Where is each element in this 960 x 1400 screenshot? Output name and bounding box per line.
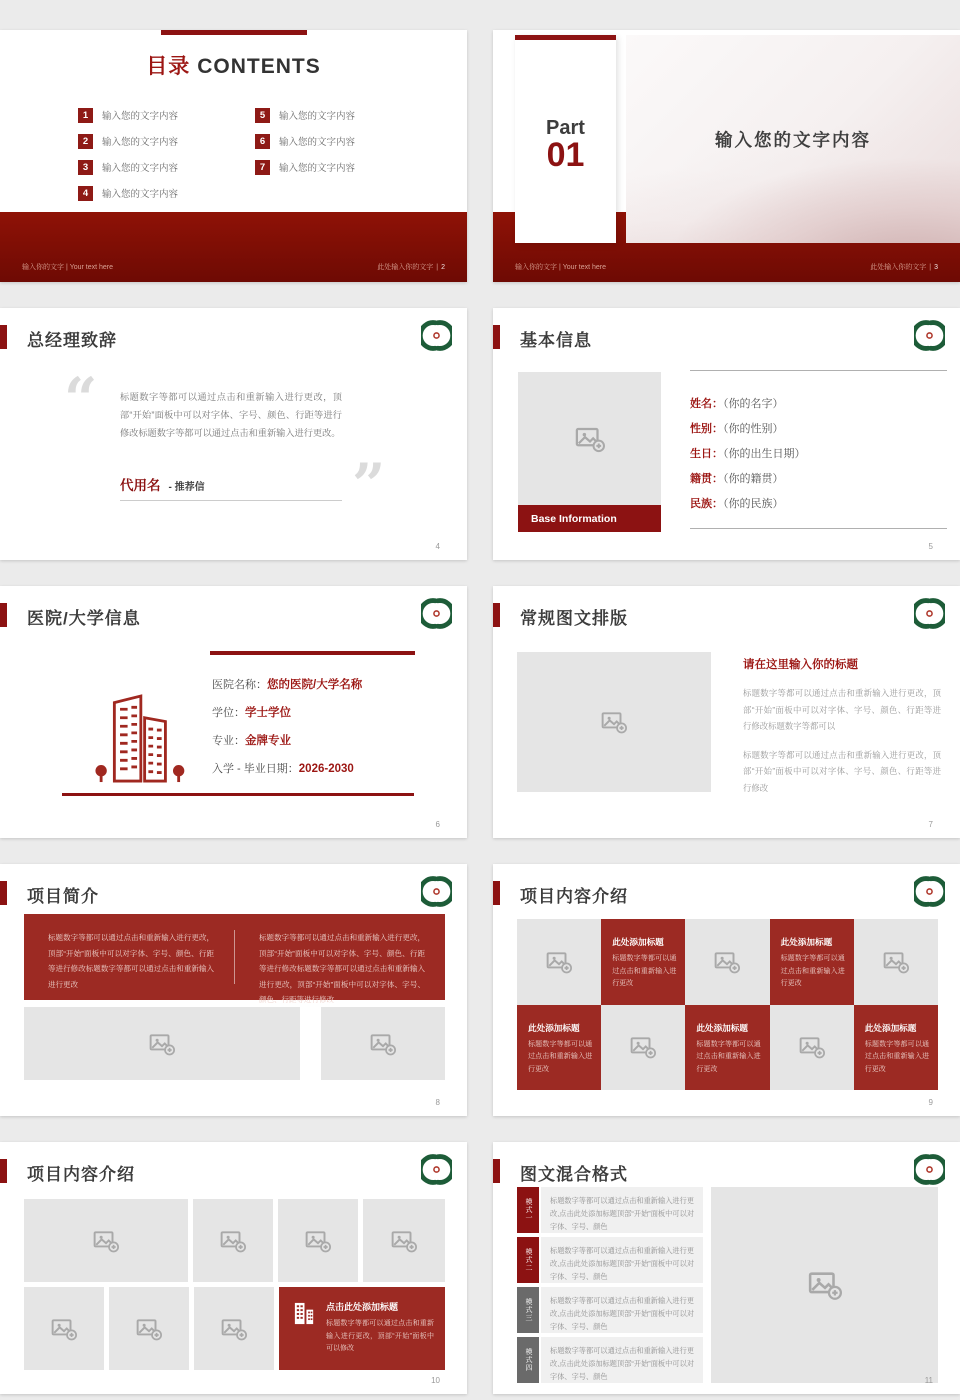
- part-number-panel: [515, 35, 616, 243]
- toc-item[interactable]: [78, 180, 178, 206]
- slide-number: 8: [435, 1098, 440, 1107]
- buildings-icon: [292, 1300, 317, 1327]
- slide-ceo-speech: [0, 308, 467, 560]
- image-placeholder[interactable]: [770, 1005, 854, 1091]
- slide-title: 项目内容介绍: [520, 887, 628, 906]
- slide-hospital-info: [0, 586, 467, 838]
- detail-row[interactable]: 专业：金牌专业: [212, 735, 291, 747]
- slide-title: 基本信息: [520, 331, 592, 350]
- slide-toc: [0, 30, 467, 282]
- image-placeholder[interactable]: [194, 1287, 274, 1370]
- toc-item-number: 3: [78, 160, 93, 175]
- image-placeholder-icon: [601, 709, 627, 735]
- text-cell[interactable]: 此处添加标题 标题数字等都可以通过点击和重新输入进行更改: [854, 1005, 938, 1091]
- toc-item-number: 6: [255, 134, 270, 149]
- toc-item-number: 2: [78, 134, 93, 149]
- hospital-logo-icon: [914, 1154, 945, 1185]
- text-cell[interactable]: 此处添加标题 标题数字等都可以通过点击和重新输入进行更改: [517, 1005, 601, 1091]
- slide-text-image-layout: [493, 586, 960, 838]
- hospital-logo-icon: [914, 598, 945, 629]
- image-placeholder-icon: [883, 949, 909, 975]
- image-placeholder[interactable]: [685, 919, 769, 1005]
- toc-item[interactable]: [255, 154, 355, 180]
- slide-number: 11: [924, 1376, 933, 1385]
- toc-title-en: CONTENTS: [197, 55, 321, 78]
- text-column-left[interactable]: 标题数字等都可以通过点击和重新输入进行更改，顶部“开始”面板中可以对字体、字号、颜色、行距等进行修改标题数字等都可以通过点击和重新输入进行更改: [48, 933, 214, 989]
- image-placeholder[interactable]: [517, 919, 601, 1005]
- toc-item[interactable]: [255, 128, 355, 154]
- block-body: 标题数字等都可以通过点击和重新输入进行更改，顶部“开始”面板中可以修改: [326, 1320, 434, 1352]
- detail-row[interactable]: 医院名称：您的医院/大学名称: [212, 679, 363, 691]
- slide-title: 项目简介: [27, 887, 99, 906]
- panel-accent-bar: [515, 35, 616, 40]
- image-placeholder-icon: [546, 949, 572, 975]
- image-placeholder-icon: [136, 1316, 162, 1342]
- slide-base-info: [493, 308, 960, 560]
- image-placeholder[interactable]: [711, 1187, 938, 1383]
- image-placeholder-icon: [220, 1228, 246, 1254]
- info-field[interactable]: 生日：（你的出生日期）: [690, 448, 806, 460]
- part-number: 01: [546, 136, 585, 174]
- slide-title: 图文混合格式: [520, 1165, 628, 1184]
- info-field[interactable]: 籍贯：（你的籍贯）: [690, 473, 784, 485]
- author-role: - 推荐信: [168, 482, 205, 493]
- slide-number: 3: [934, 264, 938, 271]
- section-title: 输入您的文字内容: [715, 129, 871, 150]
- slide-title: 医院/大学信息: [27, 609, 141, 628]
- photo-placeholder[interactable]: [518, 372, 661, 505]
- hospital-logo-icon: [914, 876, 945, 907]
- toc-column-left: [78, 102, 178, 206]
- detail-row[interactable]: 学位：学士学位: [212, 707, 291, 719]
- open-quote-icon: “: [64, 365, 98, 433]
- top-accent-bar: [161, 30, 307, 35]
- hospital-detail-rows: [212, 676, 362, 776]
- body-paragraph[interactable]: 标题数字等都可以通过点击和重新输入进行更改，顶部“开始”面板中可以对字体、字号、颜色、行距等进行修改标题数字等都可以: [743, 688, 941, 731]
- red-text-block: [24, 914, 445, 1004]
- image-placeholder[interactable]: [109, 1287, 189, 1370]
- mode-rows: [517, 1187, 703, 1387]
- image-placeholder-icon: [51, 1316, 77, 1342]
- toc-item[interactable]: [78, 128, 178, 154]
- header-accent-bar: [0, 325, 7, 349]
- slide-mixed-format: [493, 1142, 960, 1394]
- toc-item-number: 4: [78, 186, 93, 201]
- header-accent-bar: [0, 603, 7, 627]
- mode-tab: 模式四: [517, 1337, 539, 1383]
- photo-caption-ribbon: Base Information: [518, 505, 661, 532]
- header-accent-bar: [0, 1159, 7, 1183]
- text-cell[interactable]: 此处添加标题 标题数字等都可以通过点击和重新输入进行更改: [770, 919, 854, 1005]
- image-placeholder-icon: [808, 1268, 842, 1302]
- image-placeholder-icon: [221, 1316, 247, 1342]
- footer-right-text: 此处输入你的文字 | 2: [377, 264, 445, 271]
- text-column-right[interactable]: 标题数字等都可以通过点击和重新输入进行更改，顶部“开始”面板中可以对字体、字号、颜色、行距等进行修改标题数字等都可以通过点击和重新输入进行更改，顶部“开始”面板中可以对字体、字号、颜色、行距等进行修改: [259, 933, 425, 1004]
- slide-project-intro: [0, 864, 467, 1116]
- block-title: 点击此处添加标题: [326, 1302, 399, 1312]
- toc-item[interactable]: [78, 102, 178, 128]
- toc-item[interactable]: [78, 154, 178, 180]
- toc-item-label: 输入您的文字内容: [102, 111, 179, 122]
- hospital-logo-icon: [421, 598, 452, 629]
- image-placeholder-icon: [370, 1031, 396, 1057]
- divider-line: [120, 500, 342, 501]
- hospital-logo-icon: [421, 876, 452, 907]
- footer-right-text: 此处输入你的文字 | 3: [870, 264, 938, 271]
- image-placeholder[interactable]: [24, 1007, 300, 1080]
- image-placeholder-icon: [799, 1034, 825, 1060]
- image-placeholder-icon: [630, 1034, 656, 1060]
- mode-row[interactable]: [517, 1287, 703, 1333]
- slide-number: 2: [441, 264, 445, 271]
- slide-number: 5: [928, 542, 933, 551]
- image-placeholder[interactable]: [321, 1007, 445, 1080]
- image-row-bottom: [24, 1287, 445, 1370]
- toc-item-number: 7: [255, 160, 270, 175]
- buildings-icon: [86, 686, 190, 793]
- header-accent-bar: [493, 325, 500, 349]
- image-placeholder-icon: [149, 1031, 175, 1057]
- body-paragraph[interactable]: 标题数字等都可以通过点击和重新输入进行更改，顶部“开始”面板中可以对字体、字号、颜色、行距等进行修改: [743, 749, 941, 793]
- divider-line: [690, 370, 947, 371]
- mode-tab: 模式一: [517, 1187, 539, 1233]
- close-quote-icon: ”: [352, 451, 386, 519]
- image-placeholder[interactable]: [517, 652, 711, 792]
- mode-row[interactable]: [517, 1237, 703, 1283]
- info-field[interactable]: 性别：（你的性别）: [690, 423, 784, 435]
- slide-number: 9: [928, 1098, 933, 1107]
- image-placeholder[interactable]: [601, 1005, 685, 1091]
- image-placeholder-icon: [305, 1228, 331, 1254]
- header-accent-bar: [0, 881, 7, 905]
- quote-attribution: [120, 474, 205, 494]
- slide-title: 常规图文排版: [520, 609, 628, 628]
- header-accent-bar: [493, 881, 500, 905]
- toc-item-label: 输入您的文字内容: [279, 163, 356, 174]
- image-placeholder[interactable]: [24, 1199, 188, 1282]
- mode-tab: 模式三: [517, 1287, 539, 1333]
- mode-text: 标题数字等都可以通过点击和重新输入进行更改,点击此处添加标题顶部“开始”面板中可以对字体、字号、颜色: [541, 1237, 703, 1283]
- text-column: [743, 656, 941, 808]
- mode-row[interactable]: [517, 1187, 703, 1233]
- toc-item-label: 输入您的文字内容: [102, 163, 179, 174]
- toc-item[interactable]: [255, 102, 355, 128]
- header-accent-bar: [493, 1159, 500, 1183]
- slide-number: 6: [435, 820, 440, 829]
- divider-line: [690, 528, 947, 529]
- slide-number: 7: [928, 820, 933, 829]
- toc-item-label: 输入您的文字内容: [279, 137, 356, 148]
- image-placeholder-icon: [714, 949, 740, 975]
- slide-part-cover: [493, 30, 960, 282]
- mode-text: 标题数字等都可以通过点击和重新输入进行更改,点击此处添加标题顶部“开始”面板中可以对字体、字号、颜色: [541, 1337, 703, 1383]
- mode-text: 标题数字等都可以通过点击和重新输入进行更改,点击此处添加标题顶部“开始”面板中可以对字体、字号、颜色: [541, 1187, 703, 1233]
- footer-left-text: 输入你的文字 | Your text here: [22, 264, 114, 271]
- image-placeholder-icon: [391, 1228, 417, 1254]
- slide-title: 总经理致辞: [27, 331, 117, 350]
- slide-number: 10: [431, 1376, 440, 1385]
- section-heading[interactable]: 请在这里输入你的标题: [743, 659, 858, 671]
- info-fields: [690, 395, 806, 511]
- toc-item-number: 1: [78, 108, 93, 123]
- part-label: Part: [546, 117, 585, 139]
- hospital-logo-icon: [914, 320, 945, 351]
- slide-number: 4: [435, 542, 440, 551]
- mode-row[interactable]: [517, 1337, 703, 1383]
- slide-project-content-checkerboard: [493, 864, 960, 1116]
- text-cell[interactable]: 此处添加标题 标题数字等都可以通过点击和重新输入进行更改: [601, 919, 685, 1005]
- image-placeholder[interactable]: [854, 919, 938, 1005]
- red-caption-block[interactable]: [279, 1287, 445, 1370]
- toc-item-label: 输入您的文字内容: [102, 189, 179, 200]
- quote-paragraph[interactable]: 标题数字等都可以通过点击和重新输入进行更改，顶部“开始”面板中可以对字体、字号、颜色、行距等进行修改标题数字等都可以通过点击和重新输入进行更改。: [120, 392, 342, 438]
- info-field[interactable]: 民族：（你的民族）: [690, 498, 784, 510]
- toc-column-right: [255, 102, 355, 180]
- text-cell[interactable]: 此处添加标题 标题数字等都可以通过点击和重新输入进行更改: [685, 1005, 769, 1091]
- ground-line: [62, 793, 414, 796]
- author-name: 代用名: [120, 478, 161, 493]
- section-cover-image[interactable]: [626, 35, 960, 243]
- mode-text: 标题数字等都可以通过点击和重新输入进行更改,点击此处添加标题顶部“开始”面板中可以对字体、字号、颜色: [541, 1287, 703, 1333]
- toc-title-zh: 目录: [146, 55, 191, 78]
- checkerboard-grid: [517, 919, 938, 1090]
- slide-title: 项目内容介绍: [27, 1165, 135, 1184]
- footer-left-text: 输入你的文字 | Your text here: [515, 264, 607, 271]
- image-placeholder[interactable]: [363, 1199, 445, 1282]
- info-field[interactable]: 姓名：（你的名字）: [690, 398, 784, 410]
- toc-item-number: 5: [255, 108, 270, 123]
- image-placeholder[interactable]: [24, 1287, 104, 1370]
- toc-title: [0, 50, 467, 80]
- image-placeholder[interactable]: [193, 1199, 273, 1282]
- image-placeholder[interactable]: [278, 1199, 358, 1282]
- accent-bar: [210, 651, 415, 655]
- image-row-top: [24, 1199, 445, 1282]
- image-placeholder-icon: [93, 1228, 119, 1254]
- hospital-logo-icon: [421, 1154, 452, 1185]
- image-placeholder-icon: [575, 424, 605, 454]
- hospital-logo-icon: [421, 320, 452, 351]
- toc-item-label: 输入您的文字内容: [279, 111, 356, 122]
- slide-project-content-grid: [0, 1142, 467, 1394]
- header-accent-bar: [493, 603, 500, 627]
- detail-row[interactable]: 入学 - 毕业日期：2026-2030: [212, 763, 354, 775]
- toc-item-label: 输入您的文字内容: [102, 137, 179, 148]
- mode-tab: 模式二: [517, 1237, 539, 1283]
